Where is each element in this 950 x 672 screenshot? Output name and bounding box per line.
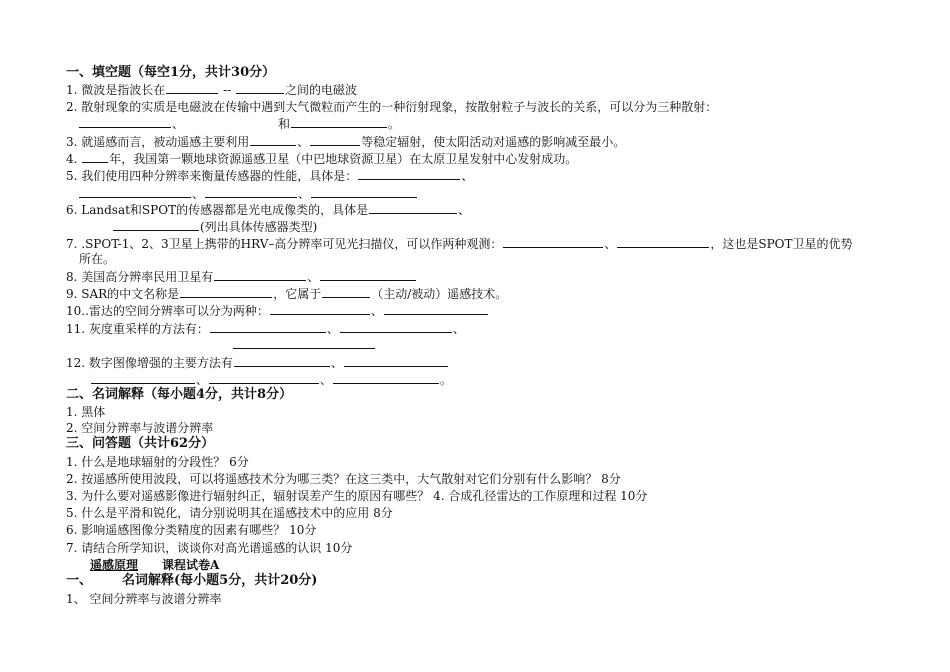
blank[interactable] bbox=[233, 337, 375, 349]
section3-item: 1. 什么是地球辐射的分段性？ 6分 bbox=[66, 455, 249, 469]
blank[interactable] bbox=[270, 303, 370, 315]
blank[interactable] bbox=[91, 372, 195, 384]
blank[interactable] bbox=[310, 134, 360, 146]
blank[interactable] bbox=[209, 372, 319, 384]
section3-item: 3. 为什么要对遥感影像进行辐射纠正，辐射误差产生的原因有哪些？ 4. 合成孔径雷达的工作原理和过程 10分 bbox=[66, 489, 648, 503]
footer-item: 1、 空间分辨率与波谱分辨率 bbox=[66, 592, 222, 606]
q12-cont: 、 、 。 bbox=[90, 372, 910, 386]
q6: 6. Landsat和SPOT的传感器都是光电成像类的，具体是 、 bbox=[66, 203, 471, 217]
q4: 4. 年，我国第一颗地球资源遥感卫星（中巴地球资源卫星）在太原卫星发射中心发射成功。 bbox=[66, 152, 578, 166]
blank[interactable] bbox=[79, 116, 171, 128]
q3: 3. 就遥感而言，被动遥感主要利用 、 等稳定辐射，使太阳活动对遥感的影响减至最小。 bbox=[66, 135, 626, 149]
blank[interactable] bbox=[503, 236, 603, 248]
section3-item: 7. 请结合所学知识，谈谈你对高光谱遥感的认识 10分 bbox=[66, 541, 353, 555]
blank[interactable] bbox=[236, 82, 284, 94]
blank[interactable] bbox=[214, 269, 306, 281]
blank[interactable] bbox=[344, 355, 448, 367]
q1: 1. 微波是指波长在 -- 之间的电磁波 bbox=[66, 83, 358, 97]
section2-item: 2. 空间分辨率与波谱分辨率 bbox=[66, 421, 214, 435]
blank[interactable] bbox=[617, 236, 709, 248]
q11: 11. 灰度重采样的方法有： 、 、 bbox=[66, 322, 465, 336]
blank[interactable] bbox=[205, 186, 297, 198]
footer-section-title: 一、 名词解释(每小题5分，共计20分) bbox=[66, 573, 318, 588]
q2: 2. 散射现象的实质是电磁波在传输中遇到大气微粒而产生的一种衍射现象，按散射粒子与波长的关系，可以分为三种散射： bbox=[66, 100, 718, 114]
section2-title: 二、名词解释（每小题4分，共计8分） bbox=[66, 387, 293, 402]
blank[interactable] bbox=[79, 186, 191, 198]
blank[interactable] bbox=[340, 321, 452, 333]
blank[interactable] bbox=[250, 134, 296, 146]
q11-cont bbox=[232, 337, 910, 351]
blank[interactable] bbox=[320, 269, 416, 281]
exam-heading bbox=[90, 558, 910, 572]
blank[interactable] bbox=[180, 286, 272, 298]
q2-blanks: 、 和 。 bbox=[78, 116, 910, 130]
q7: 7. .SPOT-1、2、3卫星上携带的HRV–高分辨率可见光扫描仪，可以作两种观测： 、 ，这也是SPOT卫星的优势 bbox=[66, 237, 853, 251]
section3-item: 5. 什么是平滑和锐化，请分别说明其在遥感技术中的应用 8分 bbox=[66, 506, 393, 520]
exam-name: 课程试卷A bbox=[162, 558, 220, 572]
blank[interactable] bbox=[311, 186, 417, 198]
section2-item: 1. 黑体 bbox=[66, 405, 106, 419]
q12: 12. 数字图像增强的主要方法有 、 bbox=[66, 355, 910, 369]
blank[interactable] bbox=[166, 82, 218, 94]
blank[interactable] bbox=[210, 321, 326, 333]
blank[interactable] bbox=[322, 286, 370, 298]
blank[interactable] bbox=[384, 303, 488, 315]
q5: 5. 我们使用四种分辨率来衡量传感器的性能，具体是： 、 bbox=[66, 169, 474, 183]
q5-blanks: 、 、 bbox=[78, 186, 910, 200]
course-name: 遥感原理 bbox=[90, 558, 139, 572]
section3-item: 2. 按遥感所使用波段，可以将遥感技术分为哪三类？在这三类中，大气散射对它们分别有什么影响？ 8分 bbox=[66, 472, 621, 486]
q9: 9. SAR的中文名称是 ，它属于 （主动/被动）遥感技术。 bbox=[66, 287, 508, 301]
blank[interactable] bbox=[333, 372, 439, 384]
blank[interactable] bbox=[113, 219, 199, 231]
q8: 8. 美国高分辨率民用卫星有 、 bbox=[66, 269, 910, 283]
section3-item: 6. 影响遥感图像分类精度的因素有哪些？ 10分 bbox=[66, 523, 317, 537]
blank[interactable] bbox=[82, 151, 108, 163]
blank[interactable] bbox=[234, 355, 330, 367]
section3-title: 三、问答题（共计62分） bbox=[66, 436, 215, 451]
q10: 10..雷达的空间分辨率可以分为两种： 、 bbox=[66, 303, 910, 317]
blank[interactable] bbox=[291, 116, 387, 128]
q6-cont: (列出具体传感器类型) bbox=[112, 219, 910, 233]
blank[interactable] bbox=[358, 168, 460, 180]
q7-cont: 所在。 bbox=[79, 252, 116, 266]
blank[interactable] bbox=[369, 202, 457, 214]
section1-title: 一、填空题（每空1分，共计30分） bbox=[66, 65, 276, 80]
